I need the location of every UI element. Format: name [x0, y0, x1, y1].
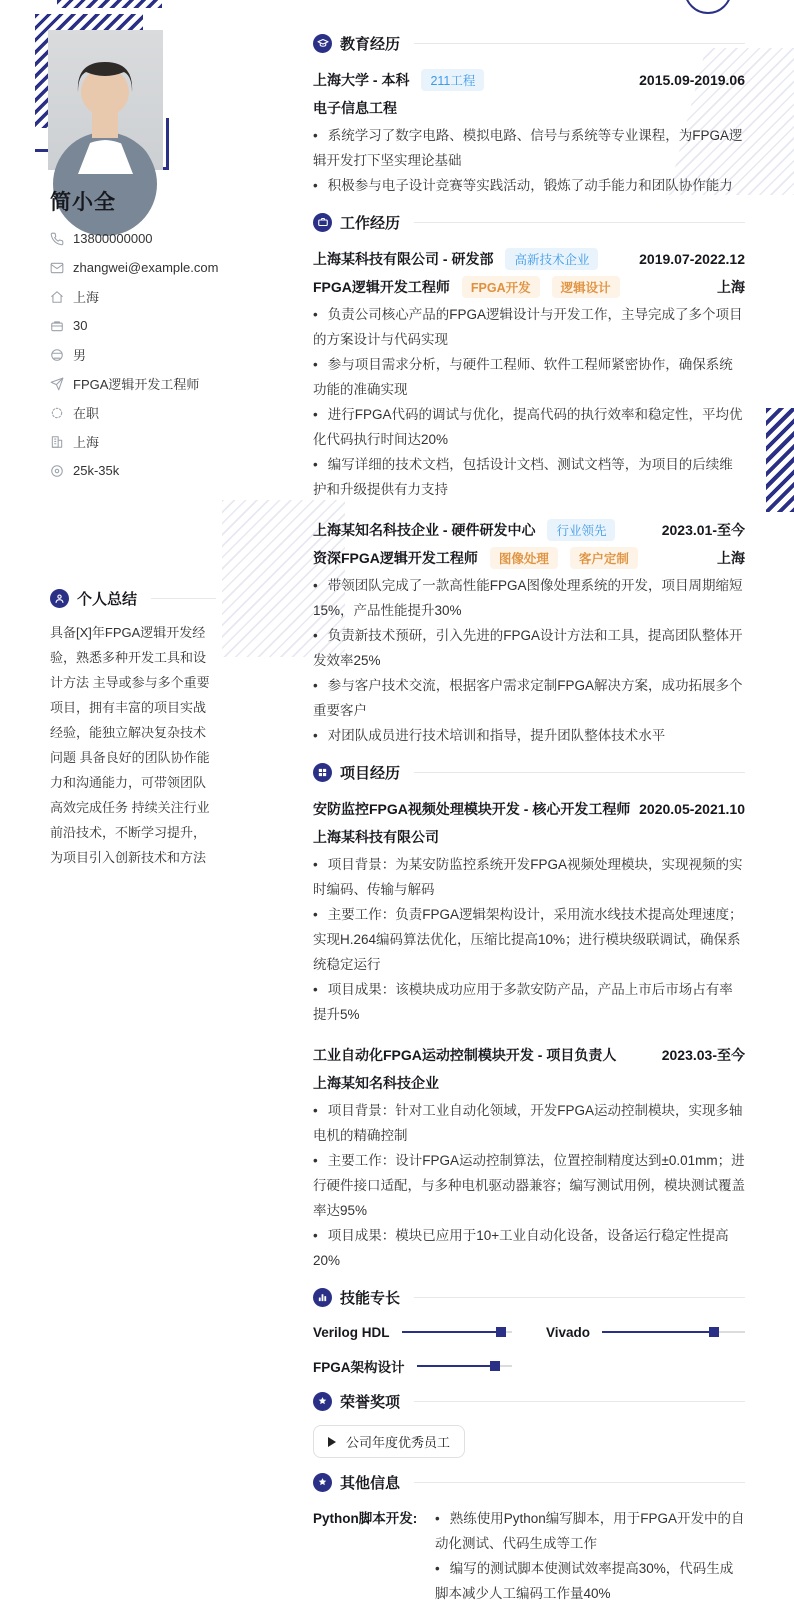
bullet: • 项目背景：针对工业自动化领域，开发FPGA运动控制模块，实现多轴电机的精确控制 — [313, 1098, 745, 1148]
project-name: 工业自动化FPGA运动控制模块开发 - 项目负责人 — [313, 1046, 617, 1063]
bracket-decoration — [166, 118, 169, 170]
slider-knob — [709, 1327, 719, 1337]
role-name: FPGA逻辑开发工程师 — [313, 278, 450, 295]
contact-row-email — [50, 253, 230, 282]
age-icon — [50, 319, 64, 333]
section-skills — [313, 1286, 745, 1377]
gender-icon — [50, 348, 64, 362]
location: 上海 — [717, 278, 745, 295]
main-column — [313, 32, 745, 1606]
date-range: 2020.05-2021.10 — [639, 800, 745, 817]
bar-chart-icon — [313, 1288, 332, 1307]
role-name: 资深FPGA逻辑开发工程师 — [313, 549, 478, 566]
bullet: • 主要工作：负责FPGA逻辑架构设计，采用流水线技术提高处理速度；实现H.264编码算法优化，压缩比提高10%；进行模块级联调试，确保系统稳定运行 — [313, 902, 745, 977]
role-tag: 客户定制 — [570, 547, 638, 569]
contact-value: 上海 — [73, 290, 100, 305]
circle-decoration — [684, 0, 732, 14]
contact-value: zhangwei@example.com — [73, 260, 219, 275]
date-range: 2023.01-至今 — [661, 521, 745, 538]
work-entry — [313, 246, 745, 502]
divider — [414, 1297, 745, 1298]
salary-icon — [50, 464, 64, 478]
briefcase-icon — [313, 213, 332, 232]
bullet: • 对团队成员进行技术培训和指导，提升团队整体技术水平 — [313, 723, 745, 748]
honor-label: 公司年度优秀员工 — [346, 1435, 451, 1450]
stripe-decoration-top — [57, 0, 162, 8]
section-title: 技能专长 — [340, 1289, 401, 1307]
bullet: • 系统学习了数字电路、模拟电路、信号与系统等专业课程，为FPGA逻辑开发打下坚实理论基础 — [313, 123, 745, 173]
project-company: 上海某知名科技企业 — [313, 1074, 439, 1091]
bullet: • 参与项目需求分析，与硬件工程师、软件工程师紧密协作，确保系统功能的准确实现 — [313, 352, 745, 402]
divider — [414, 1482, 745, 1483]
company-name: 上海某科技有限公司 - 研发部 — [313, 250, 494, 267]
contact-row-position — [50, 369, 230, 398]
section-title: 项目经历 — [340, 764, 401, 782]
stripe-decoration-right — [766, 408, 794, 512]
section-title: 荣誉奖项 — [340, 1393, 401, 1411]
project-entry — [313, 796, 745, 1027]
star-icon — [313, 1473, 332, 1492]
bullet: • 主要工作：设计FPGA运动控制算法，位置控制精度达到±0.01mm；进行硬件接口适配，与多种电机驱动器兼容；编写测试用例，模块测试覆盖率达95% — [313, 1148, 745, 1223]
school-badge: 211工程 — [421, 69, 484, 91]
contact-value: 在职 — [73, 406, 100, 421]
position-icon — [50, 377, 64, 391]
entry-subheader — [313, 824, 745, 849]
entry-header — [313, 517, 745, 542]
contact-row-status — [50, 398, 230, 427]
bullet: • 编写详细的技术文档，包括设计文档、测试文档等，为项目的后续维护和升级提供有力支持 — [313, 452, 745, 502]
bullet: • 积极参与电子设计竞赛等实践活动，锻炼了动手能力和团队协作能力 — [313, 173, 745, 198]
section-header — [313, 1390, 745, 1412]
contact-value: 男 — [73, 348, 87, 363]
play-triangle-icon — [328, 1437, 336, 1447]
section-title: 工作经历 — [340, 214, 401, 232]
skill-label: FPGA架构设计 — [313, 1360, 405, 1375]
contact-row-gender — [50, 340, 230, 369]
entry-header — [313, 1042, 745, 1067]
other-info-row — [313, 1506, 745, 1606]
divider — [414, 772, 745, 773]
person-silhouette — [48, 34, 163, 174]
bullet: • 项目背景：为某安防监控系统开发FPGA视频处理模块，实现视频的实时编码、传输与解码 — [313, 852, 745, 902]
bullet: • 负责新技术预研，引入先进的FPGA设计方法和工具，提高团队整体开发效率25% — [313, 623, 745, 673]
section-work — [313, 211, 745, 748]
section-other — [313, 1471, 745, 1606]
contact-row-home — [50, 282, 230, 311]
contact-row-age — [50, 311, 230, 340]
location: 上海 — [717, 549, 745, 566]
graduation-cap-icon — [313, 34, 332, 53]
role-tag: 逻辑设计 — [552, 276, 620, 298]
date-range: 2023.03-至今 — [661, 1046, 745, 1063]
role-tag: FPGA开发 — [462, 276, 540, 298]
skill-label: Vivado — [546, 1324, 591, 1340]
company-badge: 行业领先 — [547, 519, 615, 541]
divider — [414, 43, 745, 44]
section-projects — [313, 761, 745, 1273]
mail-icon — [50, 261, 64, 275]
bullet: • 编写的测试脚本使测试效率提高30%，代码生成脚本减少人工编码工作量40% — [435, 1556, 745, 1606]
section-header — [313, 211, 745, 233]
bullet: • 进行FPGA代码的调试与优化，提高代码的执行效率和稳定性，平均优化代码执行时间达20% — [313, 402, 745, 452]
summary-text: 具备[X]年FPGA逻辑开发经验，熟悉多种开发工具和设计方法 主导或参与多个重要项目，拥有丰富的项目实战经验，能独立解决复杂技术问题 具备良好的团队协作能力和沟通能力，可带领团队高效完成任务 持续关注行业前沿技术，不断学习提升，为项目引入创新技术和方法 — [50, 625, 210, 865]
skill-slider — [417, 1365, 512, 1367]
entry-subheader — [313, 274, 745, 299]
work-entry — [313, 517, 745, 748]
project-company: 上海某科技有限公司 — [313, 828, 439, 845]
section-header — [313, 32, 745, 54]
date-range: 2015.09-2019.06 — [639, 71, 745, 88]
section-header — [313, 1286, 745, 1308]
skill-item — [546, 1321, 745, 1343]
role-tag: 图像处理 — [490, 547, 558, 569]
date-range: 2019.07-2022.12 — [639, 250, 745, 267]
profile-photo — [48, 30, 163, 170]
summary-header — [50, 588, 216, 609]
contact-value: 25k-35k — [73, 463, 120, 478]
bullet: • 项目成果：模块已应用于10+工业自动化设备，设备运行稳定性提高20% — [313, 1223, 745, 1273]
bullet: • 带领团队完成了一款高性能FPGA图像处理系统的开发，项目周期缩短15%，产品性能提升30% — [313, 573, 745, 623]
project-name: 安防监控FPGA视频处理模块开发 - 核心开发工程师 — [313, 800, 631, 817]
divider — [151, 598, 216, 599]
skill-item — [313, 1355, 512, 1377]
user-icon — [50, 589, 69, 608]
section-title: 教育经历 — [340, 35, 401, 53]
skill-label: Verilog HDL — [313, 1324, 390, 1340]
skills-grid — [313, 1321, 745, 1377]
entry-subheader — [313, 545, 745, 570]
phone-icon — [50, 232, 64, 246]
skill-slider — [602, 1331, 745, 1333]
entry-header — [313, 67, 745, 92]
contact-value: FPGA逻辑开发工程师 — [73, 377, 200, 392]
grid-icon — [313, 763, 332, 782]
divider — [414, 1401, 745, 1402]
education-entry — [313, 67, 745, 198]
company-name: 上海某知名科技企业 - 硬件研发中心 — [313, 521, 536, 538]
school-name: 上海大学 - 本科 — [313, 71, 410, 88]
entry-header — [313, 796, 745, 821]
divider — [414, 222, 745, 223]
skill-item — [313, 1321, 512, 1343]
contact-value: 30 — [73, 318, 88, 333]
building-icon — [50, 435, 64, 449]
slider-knob — [490, 1361, 500, 1371]
section-education — [313, 32, 745, 198]
contact-list — [50, 224, 230, 485]
bullet: • 项目成果：该模块成功应用于多款安防产品，产品上市后市场占有率提升5% — [313, 977, 745, 1027]
bullet: • 负责公司核心产品的FPGA逻辑设计与开发工作，主导完成了多个项目的方案设计与代码实现 — [313, 302, 745, 352]
other-label: Python脚本开发: — [313, 1511, 418, 1526]
major-name: 电子信息工程 — [313, 99, 397, 116]
entry-header — [313, 246, 745, 271]
section-header — [313, 1471, 745, 1493]
contact-row-phone — [50, 224, 230, 253]
skill-slider — [402, 1331, 512, 1333]
medal-icon — [313, 1392, 332, 1411]
contact-row-salary — [50, 456, 230, 485]
home-icon — [50, 290, 64, 304]
honor-chip[interactable] — [313, 1425, 465, 1458]
section-header — [313, 761, 745, 783]
candidate-name: 简小全 — [50, 191, 116, 214]
bullet: • 参与客户技术交流，根据客户需求定制FPGA解决方案，成功拓展多个重要客户 — [313, 673, 745, 723]
summary-title: 个人总结 — [77, 591, 138, 608]
contact-row-company-city — [50, 427, 230, 456]
status-icon — [50, 406, 64, 420]
contact-value: 13800000000 — [73, 231, 153, 246]
section-title: 其他信息 — [340, 1474, 401, 1492]
bullet: • 熟练使用Python编写脚本，用于FPGA开发中的自动化测试、代码生成等工作 — [435, 1506, 745, 1556]
entry-subheader — [313, 95, 745, 120]
contact-value: 上海 — [73, 435, 100, 450]
entry-subheader — [313, 1070, 745, 1095]
slider-knob — [496, 1327, 506, 1337]
project-entry — [313, 1042, 745, 1273]
company-badge: 高新技术企业 — [505, 248, 598, 270]
section-honors — [313, 1390, 745, 1458]
